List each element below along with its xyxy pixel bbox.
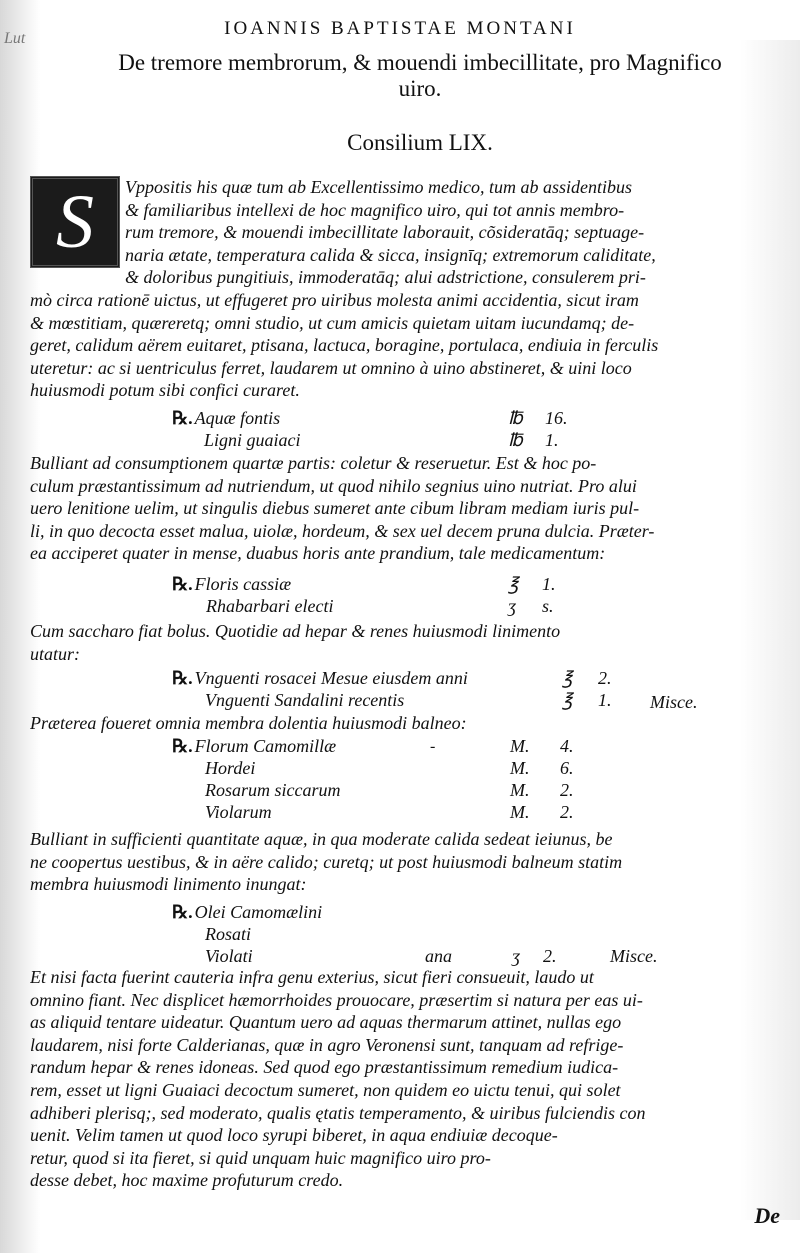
text-line: & doloribus pungitiuis, immoderatāq; alui adstrictione, consulerem pri- bbox=[125, 267, 646, 288]
recipe-ingredient bbox=[205, 802, 272, 823]
recipe-ingredient bbox=[172, 574, 291, 595]
ingredient-name: Florum Camomillæ bbox=[194, 736, 337, 756]
recipe-ingredient bbox=[172, 668, 468, 689]
dose-quantity: 2. bbox=[598, 668, 612, 688]
ingredient-name: Ligni guaiaci bbox=[204, 430, 301, 450]
recipe-ingredient bbox=[204, 430, 301, 451]
text-line: mò circa rationē uictus, ut effugeret pro uiribus molesta animi accidentia, sicut iram bbox=[30, 289, 639, 310]
recipe-ingredient bbox=[205, 946, 253, 967]
left-margin-text: Lut bbox=[4, 30, 26, 47]
ingredient-name: Violarum bbox=[205, 802, 272, 822]
recipe-ingredient bbox=[205, 780, 341, 801]
ingredient-name: Olei Camomælini bbox=[194, 902, 323, 922]
dose-quantity: 6. bbox=[560, 758, 574, 778]
text-line: Bulliant in sufficienti quantitate aquæ, in qua moderate calida sedeat ieiunus, be bbox=[30, 829, 613, 849]
text-line: ea acciperet quater in mense, duabus horis ante prandium, tale medicamentum: bbox=[30, 543, 606, 564]
dose-unit: ʒ bbox=[508, 596, 516, 616]
rx-symbol: ℞. bbox=[172, 408, 193, 428]
ingredient-name: Vnguenti Sandalini recentis bbox=[205, 690, 405, 710]
text-line: culum præstantissimum ad nutriendum, ut quod nihilo segnius uino nutriat. Pro alui bbox=[30, 475, 637, 496]
text-line: Præterea foueret omnia membra dolentia huiusmodi balneo: bbox=[30, 713, 467, 733]
dose-unit: M. bbox=[510, 736, 530, 756]
recipe-ingredient bbox=[205, 758, 255, 779]
page-title: De tremore membrorum, & mouendi imbecillitate, pro Magnifico uiro. bbox=[118, 50, 722, 101]
text-line: Et nisi facta fuerint cauteria infra genu exterius, sicut fieri consueuit, laudo ut bbox=[30, 967, 594, 987]
text-line: uero lenitione uelim, ut singulis diebus sumeret ante cibum libram mediam iuris pul- bbox=[30, 498, 640, 519]
text-line: & familiaribus intellexi de hoc magnifico uiro, qui tot annis membro- bbox=[125, 199, 625, 220]
dash-mark: - bbox=[430, 738, 436, 755]
ingredient-name: Rhabarbari electi bbox=[206, 596, 334, 616]
misce-instruction: Misce. bbox=[650, 692, 698, 712]
ana-word: ana bbox=[425, 946, 452, 966]
rx-symbol: ℞. bbox=[172, 668, 193, 688]
text-line: naria ætate, temperatura calida & sicca, insignīq; extremorum caliditate, bbox=[125, 244, 656, 265]
dose-quantity: s. bbox=[542, 596, 554, 616]
text-line: omnino fiant. Nec displicet hæmorrhoides prouocare, præsertim si natura per eas ui- bbox=[30, 989, 643, 1010]
ingredient-name: Vnguenti rosacei Mesue eiusdem anni bbox=[194, 668, 468, 688]
text-line: & mœstitiam, quæreretq; omni studio, ut cum amicis quietam uitam iucundamq; de- bbox=[30, 312, 635, 333]
dose-unit: ℔ bbox=[508, 430, 523, 450]
dose-quantity: 1. bbox=[598, 690, 612, 710]
text-line: uenit. Velim tamen ut quod loco syrupi biberet, in aqua endiuiæ decoque- bbox=[30, 1125, 558, 1146]
dose-unit: M. bbox=[510, 802, 530, 822]
rx-symbol: ℞. bbox=[172, 902, 193, 922]
paragraph-4 bbox=[30, 712, 782, 735]
text-line: huiusmodi potum sibi confici curaret. bbox=[30, 380, 300, 401]
text-line: retur, quod si ita fieret, si quid unquam huic magnifico uiro pro- bbox=[30, 1147, 491, 1168]
rx-symbol: ℞. bbox=[172, 574, 193, 594]
text-line: geret, calidum aërem euitaret, ptisana, lactuca, boragine, portulaca, endiuia in ferculis bbox=[30, 335, 659, 356]
text-line: Bulliant ad consumptionem quartæ partis: coletur & reseruetur. Est & hoc po- bbox=[30, 453, 597, 473]
text-line: adhiberi plerisq;, sed moderato, qualis ętatis temperamento, & uiribus fulciendis con bbox=[30, 1102, 646, 1123]
text-line: desse debet, hoc maxime profuturum credo. bbox=[30, 1170, 344, 1191]
dose-quantity: 16. bbox=[545, 408, 568, 428]
dose-unit: ℥ bbox=[562, 668, 573, 688]
text-line: Vppositis his quæ tum ab Excellentissimo medico, tum ab assidentibus bbox=[125, 177, 632, 197]
ingredient-name: Rosarum siccarum bbox=[205, 780, 341, 800]
paragraph-2 bbox=[30, 452, 782, 565]
text-line: rem, esset ut ligni Guaiaci decoctum sumeret, non quidem eo uictu tenui, qui solet bbox=[30, 1079, 621, 1100]
dose-quantity: 1. bbox=[545, 430, 559, 450]
paragraph-3 bbox=[30, 620, 782, 665]
recipe-ingredient bbox=[205, 924, 251, 945]
ingredient-name: Hordei bbox=[205, 758, 256, 778]
section-heading: Consilium LIX. bbox=[347, 130, 493, 155]
misce-instruction: Misce. bbox=[610, 946, 658, 966]
recipe-ingredient bbox=[172, 408, 280, 429]
dose-quantity: 2. bbox=[560, 780, 574, 800]
paragraph-1 bbox=[30, 176, 782, 402]
rx-symbol: ℞. bbox=[172, 736, 193, 756]
initial-letter: S bbox=[56, 180, 94, 264]
text-line: li, in quo decocta esset malua, uiolæ, hordeum, & sex uel decem pruna dulcia. Præter- bbox=[30, 520, 655, 541]
ingredient-name: Aquæ fontis bbox=[194, 408, 281, 428]
text-line: uteretur: ac si uentriculus ferret, laudarem ut omnino à uino abstineret, & uini loco bbox=[30, 357, 632, 378]
text-line: membra huiusmodi linimento inungat: bbox=[30, 874, 307, 895]
ingredient-name: Floris cassiæ bbox=[194, 574, 292, 594]
text-line: ne coopertus uestibus, & in aëre calido; curetq; ut post huiusmodi balneum statim bbox=[30, 851, 623, 872]
dose-quantity: 2. bbox=[543, 946, 557, 966]
dose-quantity: 1. bbox=[542, 574, 556, 594]
dose-unit: ℔ bbox=[508, 408, 523, 428]
dose-unit: ʒ bbox=[512, 946, 520, 966]
recipe-ingredient bbox=[205, 690, 404, 711]
text-line: laudarem, nisi forte Calderianas, quæ in agro Veronensi sunt, tanquam ad refrige- bbox=[30, 1034, 624, 1055]
catchword: De bbox=[754, 1203, 780, 1228]
paragraph-6 bbox=[30, 966, 782, 1192]
dose-quantity: 2. bbox=[560, 802, 574, 822]
dose-unit: ℥ bbox=[508, 574, 519, 594]
dose-unit: ℥ bbox=[562, 690, 573, 710]
dose-quantity: 4. bbox=[560, 736, 574, 756]
recipe-ingredient bbox=[172, 902, 322, 923]
recipe-ingredient bbox=[172, 736, 336, 757]
dose-unit: M. bbox=[510, 780, 530, 800]
text-line: Cum saccharo fiat bolus. Quotidie ad hepar & renes huiusmodi linimento bbox=[30, 621, 561, 641]
recipe-ingredient bbox=[206, 596, 333, 617]
text-line: rum tremore, & mouendi imbecillitate laborauit, cõsideratāq; septuage- bbox=[125, 222, 645, 243]
text-line: as aliquid tentare uideatur. Quantum uero ad aquas thermarum attinet, nullas ego bbox=[30, 1012, 622, 1033]
dose-unit: M. bbox=[510, 758, 530, 778]
paragraph-5 bbox=[30, 828, 782, 896]
ingredient-name: Violati bbox=[205, 946, 253, 966]
text-line: utatur: bbox=[30, 643, 81, 664]
ingredient-name: Rosati bbox=[205, 924, 252, 944]
running-head: IOANNIS BAPTISTAE MONTANI bbox=[224, 18, 576, 39]
text-line: randum hepar & renes idoneas. Sed quod ego præstantissimum remedium iudica- bbox=[30, 1057, 619, 1078]
